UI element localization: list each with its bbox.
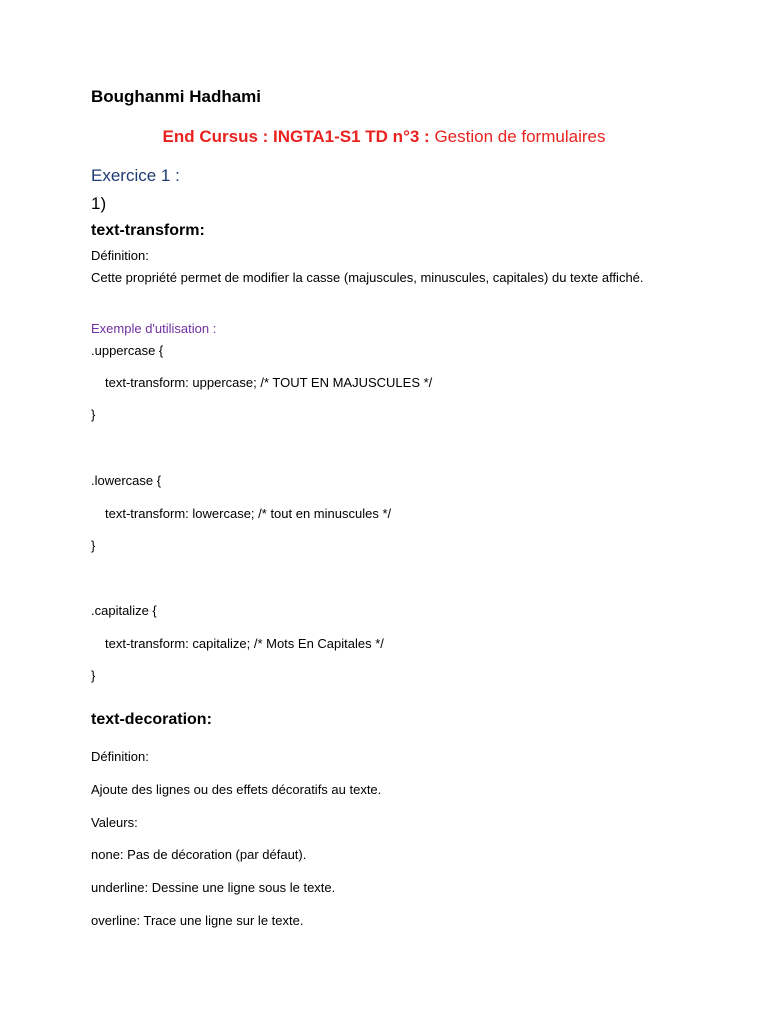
example-label: Exemple d'utilisation : — [91, 321, 217, 336]
code-line: text-transform: uppercase; /* TOUT EN MAJUSCULES */ — [105, 375, 433, 390]
code-line: .uppercase { — [91, 343, 164, 358]
code-line: } — [91, 538, 96, 553]
code-line: .capitalize { — [91, 603, 157, 618]
values-label: Valeurs: — [91, 815, 138, 830]
section-heading-text-transform: text-transform: — [91, 222, 205, 239]
title-course: End Cursus : INGTA1-S1 TD n°3 : — [162, 127, 430, 146]
value-item: overline: Trace une ligne sur le texte. — [91, 913, 304, 928]
code-line: text-transform: capitalize; /* Mots En Capitales */ — [105, 636, 384, 651]
code-line: .lowercase { — [91, 473, 162, 488]
definition-label: Définition: — [91, 248, 149, 263]
code-line: } — [91, 407, 96, 422]
section-heading-text-decoration: text-decoration: — [91, 711, 212, 728]
code-line: text-transform: lowercase; /* tout en minuscules */ — [105, 506, 392, 521]
definition-text: Ajoute des lignes ou des effets décoratifs au texte. — [91, 782, 382, 797]
author-name: Boughanmi Hadhami — [91, 87, 262, 106]
definition-label: Définition: — [91, 749, 149, 764]
question-number: 1) — [91, 194, 107, 213]
code-line: } — [91, 668, 96, 683]
definition-text: Cette propriété permet de modifier la casse (majuscules, minuscules, capitales) du texte affiché. — [91, 270, 644, 285]
document-title — [0, 127, 768, 147]
exercise-label: Exercice 1 : — [91, 166, 180, 185]
title-subject: Gestion de formulaires — [434, 127, 606, 146]
value-item: none: Pas de décoration (par défaut). — [91, 847, 307, 862]
value-item: underline: Dessine une ligne sous le texte. — [91, 880, 336, 895]
